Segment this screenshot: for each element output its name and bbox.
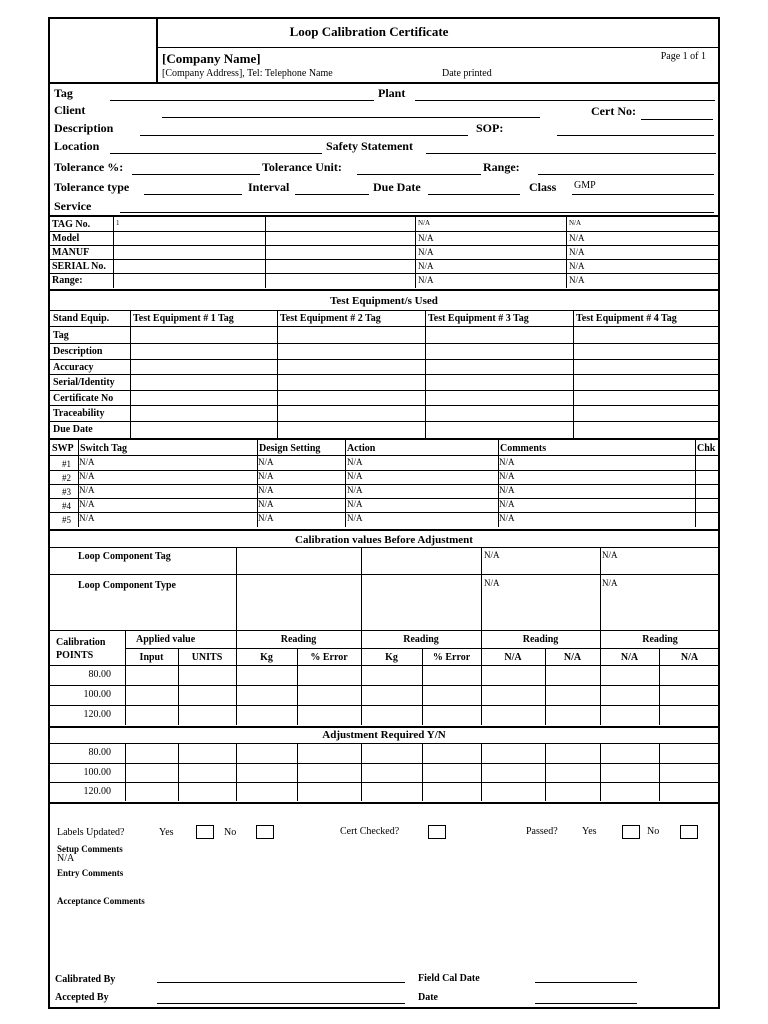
reading-subheader: Input [139,652,164,663]
sw-row-number: #3 [62,487,71,497]
tag-label: Tag [54,86,73,100]
certificate-border [48,17,720,1009]
date-field[interactable] [535,1003,637,1004]
instrument-value[interactable]: N/A [569,247,585,257]
instrument-row-label: SERIAL No. [52,261,106,272]
te-col-line [573,310,574,438]
calibration-top [48,529,720,531]
sw-line [48,484,720,485]
instrument-col-line [566,217,567,288]
cal-line [48,574,720,575]
tolerance-pct-label: Tolerance %: [54,160,124,174]
calibrated-by-label: Calibrated By [55,974,116,985]
sw-col-line [695,440,696,527]
tolerance-type-label: Tolerance type [54,180,130,194]
adj-col-line [422,744,423,801]
instrument-row-label: Range: [52,275,83,286]
sw-header: Comments [500,443,547,454]
sw-line [48,512,720,513]
reading-subheader: UNITS [191,652,223,663]
cal-line [48,685,720,686]
sw-row-number: #1 [62,459,71,469]
adj-col-line [545,744,546,801]
applied-value-label: Applied value [136,634,196,645]
sop-field[interactable] [557,135,714,136]
company-address: [Company Address], Tel: Telephone Name [162,68,333,79]
cal-points-label: Calibration [56,637,106,648]
reading-header: Reading [642,634,678,645]
passed-no-checkbox[interactable] [680,825,698,839]
instrument-value[interactable]: N/A [418,247,434,257]
instrument-value[interactable]: N/A [569,233,585,243]
instrument-table-top [48,215,720,217]
sw-value[interactable]: N/A [79,457,95,467]
location-label: Location [54,139,100,153]
adj-col-line [361,744,362,801]
plant-label: Plant [378,86,406,100]
sw-value[interactable]: N/A [258,499,274,509]
acceptance-comments-label: Acceptance Comments [57,896,145,906]
sw-value[interactable]: N/A [258,471,274,481]
te-line [48,343,720,344]
client-field[interactable] [162,117,540,118]
description-label: Description [54,121,114,135]
interval-label: Interval [248,180,290,194]
sw-line [48,455,720,456]
date-printed: Date printed [442,68,492,79]
calibration-title: Calibration values Before Adjustment [295,534,473,546]
reading-subheader: N/A [563,652,582,663]
te-header: Test Equipment # 2 Tag [280,313,381,324]
sw-header: Design Setting [259,443,321,454]
sw-value[interactable]: N/A [79,499,95,509]
instrument-value[interactable]: N/A [418,219,431,227]
sw-value[interactable]: N/A [347,513,363,523]
reading-subheader: N/A [680,652,699,663]
cal-point-value: 120.00 [83,709,111,720]
sw-value[interactable]: N/A [347,471,363,481]
instrument-row-label: MANUF [52,247,90,258]
page-number: Page 1 of 1 [660,51,706,62]
reading-subheader: N/A [504,652,522,663]
cal-line [48,705,720,706]
service-label: Service [54,199,92,213]
instrument-value[interactable]: N/A [418,261,434,271]
te-row-label: Serial/Identity [53,377,115,388]
tolerance-type-field[interactable] [144,194,242,195]
setup-comments-label: Setup Comments [57,844,123,854]
company-name: [Company Name] [162,51,261,66]
sw-col-line [345,440,346,527]
cal-col-line [125,631,126,725]
due-date-field[interactable] [428,194,520,195]
field-cal-date-label: Field Cal Date [418,973,480,984]
te-header: Test Equipment # 3 Tag [428,313,529,324]
te-col-line [277,310,278,438]
service-field[interactable] [120,212,714,213]
sw-header: Switch Tag [80,443,127,454]
reading-subheader: Kg [385,652,398,663]
sw-header: SWP [52,443,74,454]
switch-table-top [48,438,720,440]
sw-value[interactable]: N/A [499,513,515,523]
instrument-value[interactable]: N/A [418,233,434,243]
instrument-row-label: TAG No. [52,219,91,230]
tolerance-unit-label: Tolerance Unit: [262,160,342,174]
instrument-value[interactable]: 1 [116,219,120,227]
sw-value[interactable]: N/A [347,499,363,509]
title-underline [157,47,719,48]
labels-updated-label: Labels Updated? [57,827,125,838]
sw-value[interactable]: N/A [499,485,515,495]
component-value[interactable]: N/A [602,550,618,560]
sw-row-number: #5 [62,515,71,525]
setup-comments-value[interactable]: N/A [57,853,75,864]
te-row-label: Traceability [53,408,105,419]
sw-line [48,498,720,499]
cal-line [48,547,720,548]
footer-top [48,802,720,804]
reading-subheader: N/A [620,652,639,663]
te-row-label: Due Date [53,424,93,435]
sw-value[interactable]: N/A [499,499,515,509]
te-line [48,326,720,327]
instrument-row-label: Model [52,233,80,244]
interval-field[interactable] [295,194,369,195]
te-header: Test Equipment # 4 Tag [576,313,677,324]
cert-checked-label: Cert Checked? [340,826,400,837]
te-line [48,421,720,422]
sw-header: Action [347,443,376,454]
reading-subheader: % Error [432,652,471,663]
passed-yes-label: Yes [582,826,597,837]
safety-statement-field[interactable] [426,153,716,154]
class-label: Class [529,180,557,194]
adj-line [48,743,720,744]
labels-yes-label: Yes [159,827,174,838]
tag-field[interactable] [110,100,374,101]
labels-no-label: No [224,827,237,838]
sw-value[interactable]: N/A [258,485,274,495]
sw-value[interactable]: N/A [347,485,363,495]
safety-statement-label: Safety Statement [326,139,413,153]
component-value[interactable]: N/A [484,550,500,560]
sw-value[interactable]: N/A [347,457,363,467]
te-line [48,405,720,406]
cal-line [48,665,720,666]
instrument-row-line [48,259,720,260]
reading-header: Reading [522,634,559,645]
cal-point-value: 100.00 [83,689,111,700]
class-value[interactable]: GMP [574,180,596,191]
te-row-label: Tag [53,330,69,341]
sw-row-number: #4 [62,501,71,511]
adj-col-line [297,744,298,801]
sw-value[interactable]: N/A [499,457,515,467]
te-line [48,374,720,375]
instrument-value[interactable]: N/A [569,261,585,271]
adj-point-value: 120.00 [83,786,111,797]
sw-row-number: #2 [62,473,71,483]
instrument-col-line [265,217,266,288]
cert-checked-checkbox[interactable] [428,825,446,839]
tolerance-unit-field[interactable] [357,174,481,175]
plant-field[interactable] [415,100,715,101]
reading-subheader: Kg [260,652,273,663]
labels-yes-checkbox[interactable] [196,825,214,839]
class-field [572,194,714,195]
field-cal-date-field[interactable] [535,982,637,983]
component-value[interactable]: N/A [602,578,618,588]
passed-yes-checkbox[interactable] [622,825,640,839]
header-bottom-rule [48,82,720,84]
adj-line [48,782,720,783]
sw-header: Chk [697,443,716,454]
instrument-value[interactable]: N/A [418,275,434,285]
sop-label: SOP: [476,121,504,135]
te-col-line [130,310,131,438]
adj-col-line [236,744,237,801]
component-tag-label: Loop Component Tag [78,551,171,562]
adj-col-line [600,744,601,801]
test-equipment-title: Test Equipment/s Used [330,295,438,307]
entry-comments-label: Entry Comments [57,868,124,878]
test-equipment-top [48,289,720,291]
cal-point-value: 80.00 [88,669,111,680]
te-col-line [425,310,426,438]
cert-no-label: Cert No: [591,104,636,118]
te-row-label: Certificate No [53,393,114,404]
location-field[interactable] [110,153,322,154]
reading-subheader: % Error [310,652,348,663]
sw-value[interactable]: N/A [79,485,95,495]
adjustment-top [48,726,720,728]
te-header: Test Equipment # 1 Tag [133,313,234,324]
sw-line [48,470,720,471]
te-header: Stand Equip. [53,313,110,324]
sw-value[interactable]: N/A [79,471,95,481]
range-label: Range: [483,160,520,174]
sw-value[interactable]: N/A [79,513,95,523]
instrument-col-line [113,217,114,288]
calibrated-by-field[interactable] [157,982,405,983]
sw-value[interactable]: N/A [499,471,515,481]
accepted-by-label: Accepted By [55,992,109,1003]
reading-header: Reading [280,634,317,645]
adj-line [48,763,720,764]
adj-col-line [659,744,660,801]
page-title: Loop Calibration Certificate [289,24,449,39]
sw-value[interactable]: N/A [258,457,274,467]
cal-points-label: POINTS [56,650,94,661]
te-line [48,310,720,311]
date-label: Date [418,992,438,1003]
adj-point-value: 100.00 [83,767,111,778]
adj-col-line [178,744,179,801]
instrument-row-line [48,245,720,246]
te-row-label: Description [53,346,103,357]
instrument-value[interactable]: N/A [569,275,585,285]
instrument-col-line [415,217,416,288]
accepted-by-field[interactable] [157,1003,405,1004]
labels-no-checkbox[interactable] [256,825,274,839]
passed-label: Passed? [526,826,558,837]
te-line [48,390,720,391]
instrument-value[interactable]: N/A [569,219,582,227]
te-line [48,359,720,360]
adjustment-title: Adjustment Required Y/N [322,729,446,741]
passed-no-label: No [647,826,660,837]
component-value[interactable]: N/A [484,578,500,588]
tolerance-pct-field[interactable] [132,174,260,175]
description-field[interactable] [140,135,468,136]
cal-line [48,630,720,631]
adj-point-value: 80.00 [88,747,111,758]
adj-col-line [481,744,482,801]
client-label: Client [54,103,86,117]
sw-value[interactable]: N/A [258,513,274,523]
component-type-label: Loop Component Type [78,580,176,591]
range-field[interactable] [538,174,714,175]
due-date-label: Due Date [373,180,421,194]
te-row-label: Accuracy [53,362,94,373]
adj-col-line [125,744,126,801]
instrument-row-line [48,231,720,232]
instrument-row-line [48,273,720,274]
cert-no-field[interactable] [641,119,713,120]
reading-header: Reading [403,634,439,645]
